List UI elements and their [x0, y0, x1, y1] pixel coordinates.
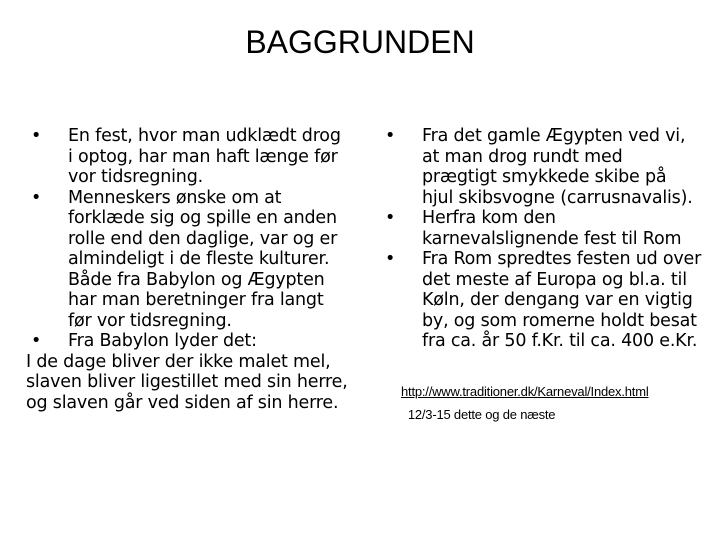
right-column: [380, 126, 702, 426]
bullet-text: Herfra kom den karnevalslignende fest til Rom: [422, 208, 682, 249]
bullet-dot: •: [384, 249, 396, 269]
bullet-item: [380, 208, 702, 249]
bullet-text: Menneskers ønske om at forklæde sig og spille en anden rolle end den daglige, var og er almindeligt i de fleste kulturer. Både fra Babylon og Ægypten har man beretninger fra langt før vor tidsregning.: [68, 187, 338, 331]
bullet-item: [380, 126, 702, 208]
bullet-dot: •: [384, 126, 396, 146]
bullet-item: [26, 126, 348, 188]
quote-text: I de dage bliver der ikke malet mel, slaven bliver ligestillet med sin herre, og slaven går ved siden af sin herre.: [26, 351, 348, 413]
bullet-text: Fra det gamle Ægypten ved vi, at man drog rundt med prægtigt smykkede skibe på hjul skibsvogne (carrusnavalis).: [422, 126, 693, 208]
bullet-dot: •: [384, 208, 396, 228]
left-column: [26, 126, 348, 413]
bullet-text: En fest, hvor man udklædt drog i optog, har man haft længe før vor tidsregning.: [68, 126, 341, 187]
bullet-text: Fra Babylon lyder det:: [68, 331, 257, 351]
bullet-item: [26, 331, 348, 352]
bullet-item: [26, 188, 348, 332]
bullet-dot: •: [30, 331, 42, 351]
source-link[interactable]: http://www.traditioner.dk/Karneval/Index.html: [401, 383, 649, 399]
bullet-text: Fra Rom spredtes festen ud over det meste af Europa og bl.a. til Køln, der dengang var en vigtig by, og som romerne holdt besat fra ca. år 50 f.Kr. til ca. 400 e.Kr.: [422, 249, 702, 351]
bullet-dot: •: [30, 187, 42, 208]
source-note: 12/3-15 dette og de næste: [401, 406, 556, 422]
source-reference: [380, 380, 702, 426]
slide-title: BAGGRUNDEN: [245, 24, 475, 60]
bullet-dot: •: [30, 126, 42, 146]
bullet-item: [380, 249, 702, 352]
